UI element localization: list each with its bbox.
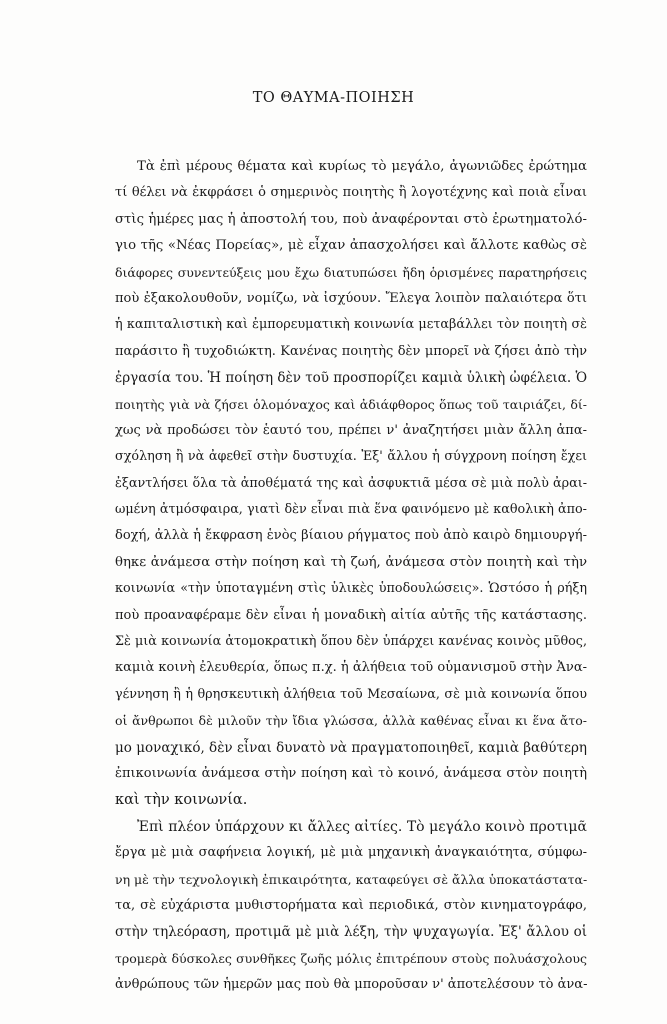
text-line: θηκε ἀνάμεσα στὴν ποίηση καὶ τὴ ζωή, ἀνάμεσα στὸν ποιητὴ καὶ τὴν xyxy=(115,554,587,570)
text-line: νη μὲ τὴν τεχνολογικὴ ἐπικαιρότητα, καταφεύγει σὲ ἄλλα ὑποκατάστατα- xyxy=(115,871,588,887)
text-line: παράσιτο ἢ τυχοδιώκτη. Κανένας ποιητὴς δὲν μπορεῖ νὰ ζήσει ἀπὸ τὴν xyxy=(115,343,587,359)
body-text xyxy=(115,154,587,999)
text-line: ἐξαντλήσει ὅλα τὰ ἀποθέματά της καὶ ἀσφυκτιᾶ μέσα σὲ μιὰ πολὺ ἀραι- xyxy=(115,475,587,491)
text-line: οἱ ἄνθρωποι δὲ μιλοῦν τὴν ἴδια γλώσσα, ἀλλὰ καθένας εἶναι κι ἕνα ἄτο- xyxy=(115,713,587,729)
text-line: στὴν τηλεόραση, προτιμᾶ μὲ μιὰ λέξη, τὴν ψυχαγωγία. Ἐξ' ἄλλου οἱ xyxy=(115,924,587,941)
text-line: μο μοναχικό, δὲν εἶναι δυνατὸ νὰ πραγματοποιηθεῖ, καμιὰ βαθύτερη xyxy=(115,739,587,756)
text-line: ἐπικοινωνία ἀνάμεσα στὴν ποίηση καὶ τὸ κοινό, ἀνάμεσα στὸν ποιητὴ xyxy=(115,765,587,781)
text-line: ποὺ ἐξακολουθοῦν, νομίζω, νὰ ἰσχύουν. Ἔλεγα λοιπὸν παλαιότερα ὅτι xyxy=(115,290,587,306)
text-line: τα, σὲ εὐχάριστα μυθιστορήματα καὶ περιοδικά, στὸν κινηματογράφο, xyxy=(115,897,587,913)
text-line: διάφορες συνεντεύξεις μου ἔχω διατυπώσει ἤδη ὁρισμένες παρατηρήσεις xyxy=(115,264,587,280)
text-line: γέννηση ἢ ἡ θρησκευτικὴ ἀλήθεια τοῦ Μεσαίωνα, σὲ μιὰ κοινωνία ὅπου xyxy=(115,686,587,702)
text-line: Τὰ ἐπὶ μέρους θέματα καὶ κυρίως τὸ μεγάλο, ἀγωνιῶδες ἐρώτημα xyxy=(137,159,587,174)
text-line: ἀνθρώπους τῶν ἡμερῶν μας ποὺ θὰ μποροῦσαν ν' ἀποτελέσουν τὸ ἀνα- xyxy=(115,977,588,993)
text-line: ωμένη ἀτμόσφαιρα, γιατὶ δὲν εἶναι πιὰ ἕνα φαινόμενο μὲ καθολικὴ ἀπο- xyxy=(115,502,587,518)
text-line: δοχή, ἀλλὰ ἡ ἔκφραση ἑνὸς βίαιου ρήγματος ποὺ ἀπὸ καιρὸ δημιουργή- xyxy=(115,528,587,544)
text-line: ποιητὴς γιὰ νὰ ζήσει ὁλομόναχος καὶ ἀδιάφθορος ὅπως τοῦ ταιριάζει, δί- xyxy=(115,396,587,412)
text-line: χως νὰ προδώσει τὸν ἑαυτό του, πρέπει ν' ἀναζητήσει μιὰν ἄλλη ἀπα- xyxy=(115,422,587,438)
text-line: Ἐπὶ πλέον ὑπάρχουν κι ἄλλες αἰτίες. Τὸ μεγάλο κοινὸ προτιμᾶ xyxy=(137,818,587,835)
text-line: ἔργα μὲ μιὰ σαφήνεια λογική, μὲ μιὰ μηχανικὴ ἀναγκαιότητα, σύμφω- xyxy=(115,845,587,861)
text-line: ἐργασία του. Ἡ ποίηση δὲν τοῦ προσπορίζει καμιὰ ὑλικὴ ὠφέλεια. Ὁ xyxy=(115,370,588,387)
text-line: τρομερὰ δύσκολες συνθῆκες ζωῆς μόλις ἐπιτρέπουν στοὺς πολυάσχολους xyxy=(115,950,587,966)
text-line: τί θέλει νὰ ἐκφράσει ὁ σημερινὸς ποιητὴς ἢ λογοτέχνης καὶ ποιὰ εἶναι xyxy=(115,185,587,201)
text-line: καμιὰ κοινὴ ἐλευθερία, ὅπως π.χ. ἡ ἀλήθεια τοῦ οὑμανισμοῦ στὴν Ἀνα- xyxy=(115,660,587,676)
text-line: ποὺ προαναφέραμε δὲν εἶναι ἡ μοναδικὴ αἰτία αὐτῆς τῆς κατάστασης. xyxy=(115,607,587,623)
text-line: κοινωνία «τὴν ὑποταγμένη στὶς ὑλικὲς ὑποδουλώσεις». Ὡστόσο ἡ ρήξη xyxy=(115,581,587,597)
text-line: ἡ καπιταλιστικὴ καὶ ἐμπορευματικὴ κοινωνία μεταβάλλει τὸν ποιητὴ σὲ xyxy=(115,317,587,333)
chapter-title: ΤΟ ΘΑΥΜΑ-ΠΟΙΗΣΗ xyxy=(252,90,415,106)
text-line: σχόληση ἢ νὰ ἀφεθεῖ στὴν δυστυχία. Ἐξ' ἄλλου ἡ σύγχρονη ποίηση ἔχει xyxy=(115,449,587,465)
text-line: καὶ τὴν κοινωνία. xyxy=(115,792,248,809)
text-line: στὶς ἡμέρες μας ἡ ἀποστολή του, ποὺ ἀναφέρονται στὸ ἐρωτηματολό- xyxy=(115,211,587,227)
text-line: Σὲ μιὰ κοινωνία ἀτομοκρατικὴ ὅπου δὲν ὑπάρχει κανένας κοινὸς μῦθος, xyxy=(115,634,587,650)
text-line: γιο τῆς «Νέας Πορείας», μὲ εἶχαν ἀπασχολήσει καὶ ἄλλοτε καθὼς σὲ xyxy=(115,238,587,254)
